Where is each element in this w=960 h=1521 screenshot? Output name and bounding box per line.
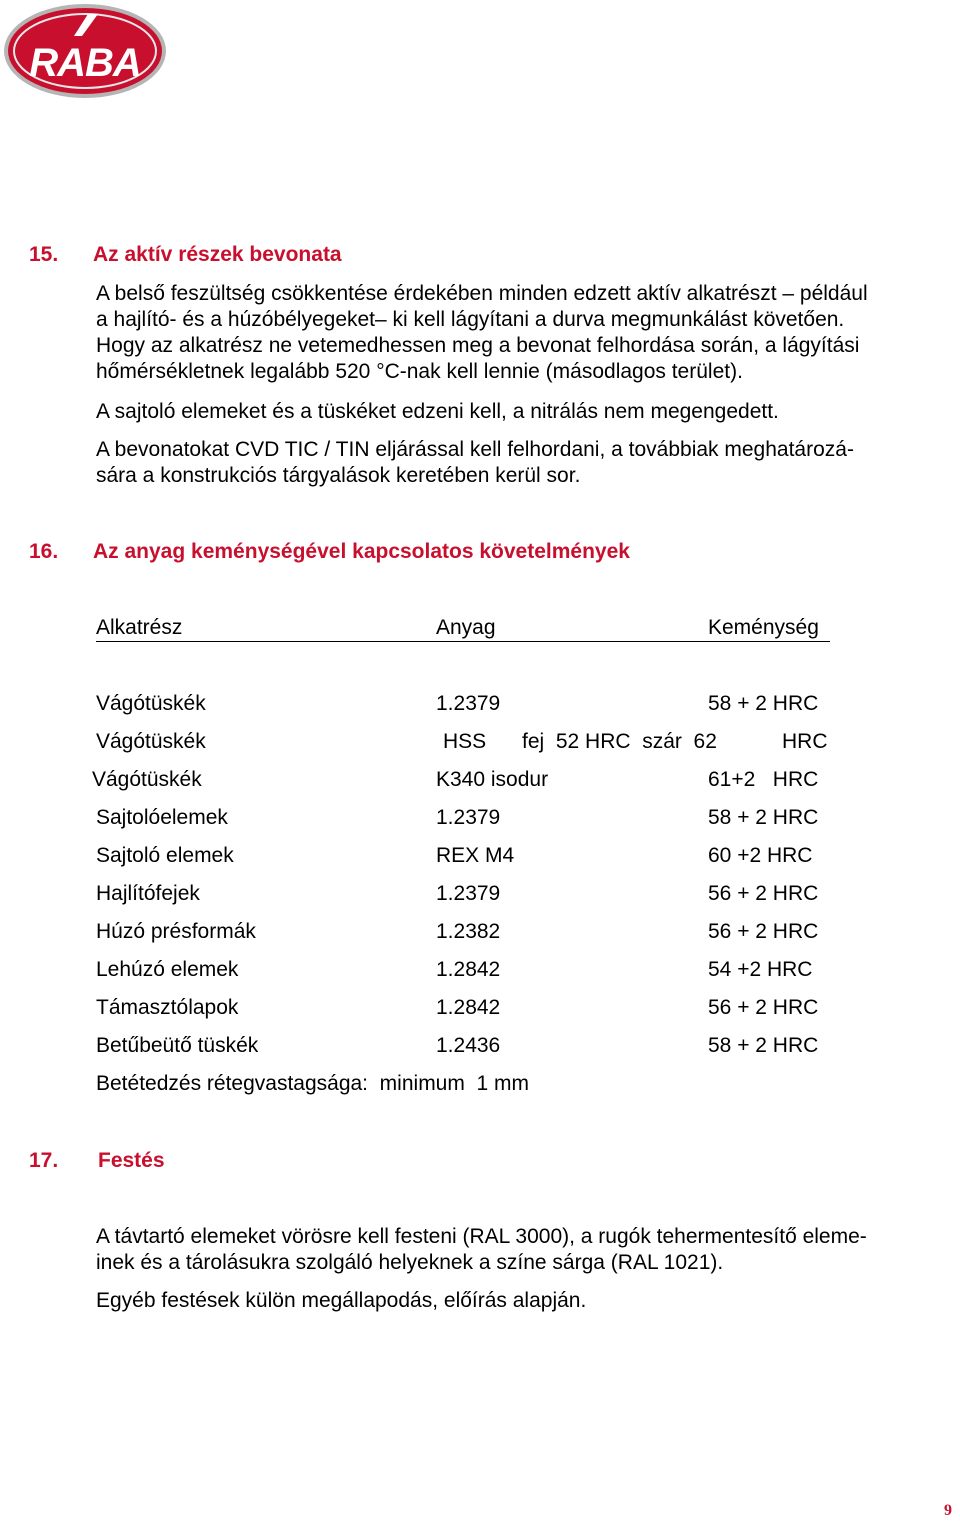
section-17-paragraph-2: Egyéb festések külön megállapodás, előírás alapján. bbox=[96, 1289, 587, 1312]
table-cell-hardness: HRC bbox=[782, 730, 828, 753]
section-16-number: 16. bbox=[29, 540, 59, 563]
table-cell-hardness: 56 + 2 HRC bbox=[708, 920, 819, 943]
table-cell-material: 1.2842 bbox=[436, 958, 501, 981]
paragraph-line: A belső feszültség csökkentése érdekében minden edzett aktív alkatrészt – például bbox=[96, 282, 868, 305]
table-cell-material-extra: fej 52 HRC szár 62 bbox=[522, 730, 717, 753]
page-number: 9 bbox=[944, 1502, 952, 1519]
table-cell-part: Vágótüskék bbox=[96, 730, 206, 753]
table-cell-part: Hajlítófejek bbox=[96, 882, 200, 905]
table-header-part: Alkatrész bbox=[96, 616, 183, 639]
paragraph-line: a hajlító- és a húzóbélyegeket– ki kell lágyítani a durva megmunkálást követően. bbox=[96, 308, 845, 331]
paragraph-line: inek és a tárolásukra szolgáló helyeknek a színe sárga (RAL 1021). bbox=[96, 1251, 724, 1274]
section-15-title: Az aktív részek bevonata bbox=[93, 243, 342, 266]
section-17-number: 17. bbox=[29, 1149, 59, 1172]
paragraph-line: hőmérsékletnek legalább 520 °C-nak kell lennie (másodlagos terület). bbox=[96, 360, 743, 383]
table-cell-part: Támasztólapok bbox=[96, 996, 239, 1019]
table-cell-hardness: 58 + 2 HRC bbox=[708, 1034, 819, 1057]
table-cell-hardness: 56 + 2 HRC bbox=[708, 882, 819, 905]
paragraph-line: A távtartó elemeket vörösre kell festeni (RAL 3000), a rugók tehermentesítő eleme- bbox=[96, 1225, 867, 1248]
table-cell-hardness: 60 +2 HRC bbox=[708, 844, 813, 867]
table-header-hardness: Keménység bbox=[708, 616, 819, 639]
table-cell-material: K340 isodur bbox=[436, 768, 549, 791]
table-cell-part: Húzó présformák bbox=[96, 920, 256, 943]
raba-logo bbox=[2, 2, 168, 100]
table-cell-material: 1.2379 bbox=[436, 692, 501, 715]
section-16-title: Az anyag keménységével kapcsolatos követelmények bbox=[93, 540, 630, 563]
table-cell-part: Vágótüskék bbox=[96, 692, 206, 715]
table-cell-part: Betűbeütő tüskék bbox=[96, 1034, 259, 1057]
table-cell-part: Sajtolóelemek bbox=[96, 806, 228, 829]
table-cell-hardness: 58 + 2 HRC bbox=[708, 806, 819, 829]
case-hardening-depth-note: Betétedzés rétegvastagsága: minimum 1 mm bbox=[96, 1072, 530, 1095]
table-cell-part: Sajtoló elemek bbox=[96, 844, 234, 867]
section-17-paragraph-1 bbox=[96, 1224, 867, 1276]
table-cell-part: Lehúzó elemek bbox=[96, 958, 239, 981]
table-header-material: Anyag bbox=[436, 616, 496, 639]
paragraph-line: A bevonatokat CVD TIC / TIN eljárással kell felhordani, a továbbiak meghatározá- bbox=[96, 438, 854, 461]
table-cell-hardness: 58 + 2 HRC bbox=[708, 692, 819, 715]
table-cell-part: Vágótüskék bbox=[92, 768, 202, 791]
table-cell-material: 1.2379 bbox=[436, 806, 501, 829]
paragraph-line: sára a konstrukciós tárgyalások keretében kerül sor. bbox=[96, 464, 581, 487]
table-cell-material: 1.2379 bbox=[436, 882, 501, 905]
section-17-title: Festés bbox=[98, 1149, 165, 1172]
table-cell-hardness: 54 +2 HRC bbox=[708, 958, 813, 981]
table-header-underline bbox=[96, 641, 830, 642]
section-15-number: 15. bbox=[29, 243, 59, 266]
logo-text: RABA bbox=[29, 41, 141, 85]
section-15-paragraph-3 bbox=[96, 437, 854, 489]
table-cell-hardness: 56 + 2 HRC bbox=[708, 996, 819, 1019]
table-cell-material: REX M4 bbox=[436, 844, 515, 867]
table-cell-material: HSS bbox=[443, 730, 487, 753]
table-cell-material: 1.2382 bbox=[436, 920, 501, 943]
paragraph-line: Hogy az alkatrész ne vetemedhessen meg a bevonat felhordása során, a lágyítási bbox=[96, 334, 860, 357]
table-cell-material: 1.2842 bbox=[436, 996, 501, 1019]
section-15-paragraph-1 bbox=[96, 281, 868, 385]
table-cell-hardness: 61+2 HRC bbox=[708, 768, 819, 791]
section-15-paragraph-2: A sajtoló elemeket és a tüskéket edzeni kell, a nitrálás nem megengedett. bbox=[96, 400, 779, 423]
table-cell-material: 1.2436 bbox=[436, 1034, 501, 1057]
